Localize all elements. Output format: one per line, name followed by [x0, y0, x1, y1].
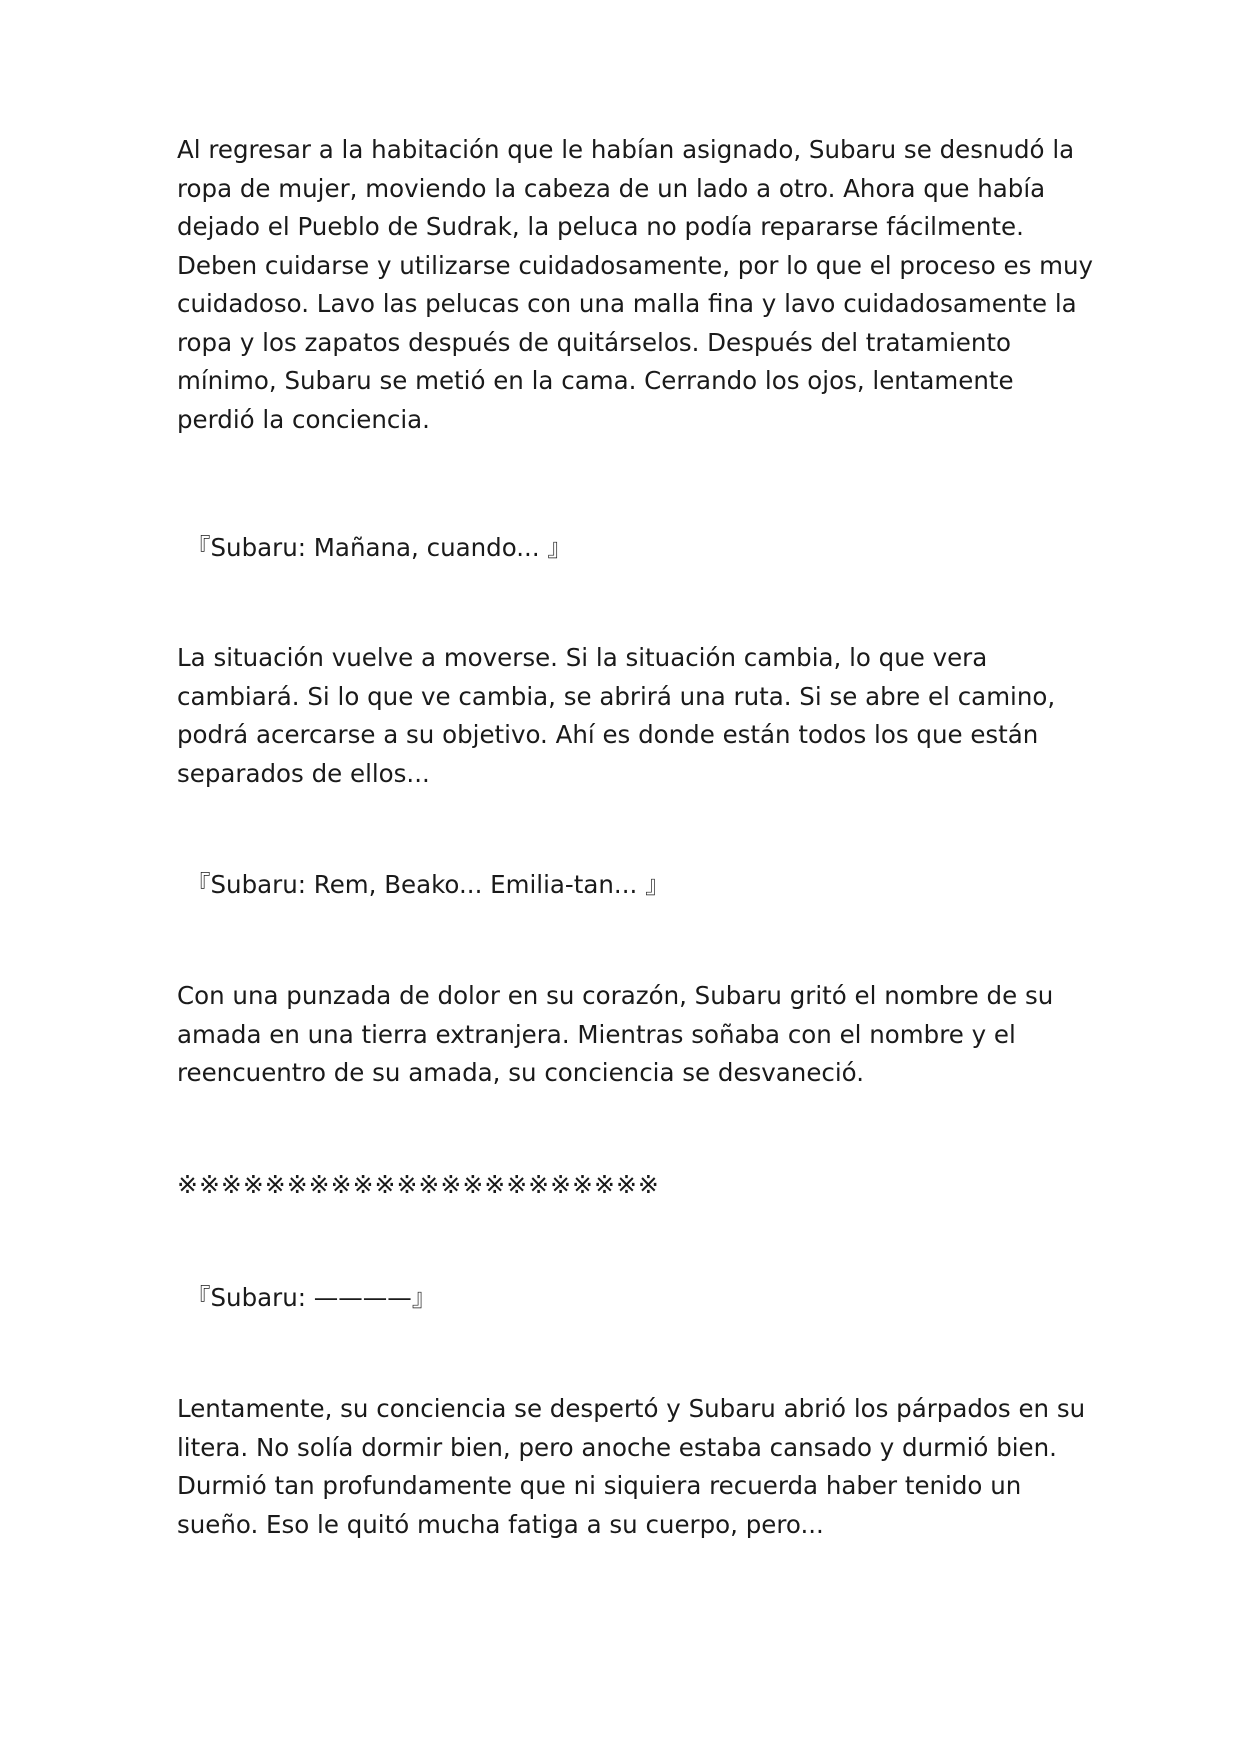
- scene-separator: ※※※※※※※※※※※※※※※※※※※※※※: [177, 1170, 660, 1199]
- paragraph-line: perdió la conciencia.: [177, 404, 430, 434]
- paragraph-2: [177, 639, 1077, 793]
- paragraph-line: podrá acercarse a su objetivo. Ahí es donde están todos los que están: [177, 720, 1039, 749]
- paragraph-line: Al regresar a la habitación que le habían asignado, Subaru se desnudó la: [177, 135, 1075, 164]
- paragraph-line: Con una punzada de dolor en su corazón, Subaru gritó el nombre de su: [177, 981, 1054, 1010]
- paragraph-line: Durmió tan profundamente que ni siquiera recuerda haber tenido un: [177, 1471, 1022, 1500]
- paragraph-4: [177, 1390, 1086, 1544]
- paragraph-line: reencuentro de su amada, su conciencia se desvaneció.: [177, 1058, 865, 1087]
- paragraph-line: cuidadoso. Lavo las pelucas con una malla fina y lavo cuidadosamente la: [177, 289, 1077, 318]
- paragraph-line: ropa y los zapatos después de quitárselos. Después del tratamiento: [177, 327, 1011, 357]
- dialogue-line-3: 『Subaru: ————』: [186, 1283, 437, 1312]
- paragraph-1: [177, 131, 1094, 439]
- paragraph-3: [177, 977, 1077, 1093]
- paragraph-line: ropa de mujer, moviendo la cabeza de un lado a otro. Ahora que había: [177, 173, 1046, 203]
- paragraph-line: amada en una tierra extranjera. Mientras soñaba con el nombre y el: [177, 1019, 1016, 1049]
- paragraph-line: mínimo, Subaru se metió en la cama. Cerrando los ojos, lentamente: [177, 366, 1014, 395]
- dialogue-line-1: 『Subaru: Mañana, cuando... 』: [186, 533, 572, 562]
- paragraph-line: La situación vuelve a moverse. Si la situación cambia, lo que vera: [177, 643, 988, 672]
- paragraph-line: Deben cuidarse y utilizarse cuidadosamente, por lo que el proceso es muy: [177, 250, 1094, 280]
- paragraph-line: separados de ellos...: [177, 758, 430, 788]
- paragraph-line: litera. No solía dormir bien, pero anoche estaba cansado y durmió bien.: [177, 1432, 1057, 1462]
- paragraph-line: dejado el Pueblo de Sudrak, la peluca no podía repararse fácilmente.: [177, 212, 1024, 241]
- paragraph-line: Lentamente, su conciencia se despertó y Subaru abrió los párpados en su: [177, 1394, 1086, 1423]
- dialogue-line-2: 『Subaru: Rem, Beako... Emilia-tan... 』: [186, 870, 670, 899]
- paragraph-line: cambiará. Si lo que ve cambia, se abrirá una ruta. Si se abre el camino,: [177, 681, 1056, 711]
- paragraph-line: sueño. Eso le quitó mucha fatiga a su cuerpo, pero...: [177, 1509, 824, 1539]
